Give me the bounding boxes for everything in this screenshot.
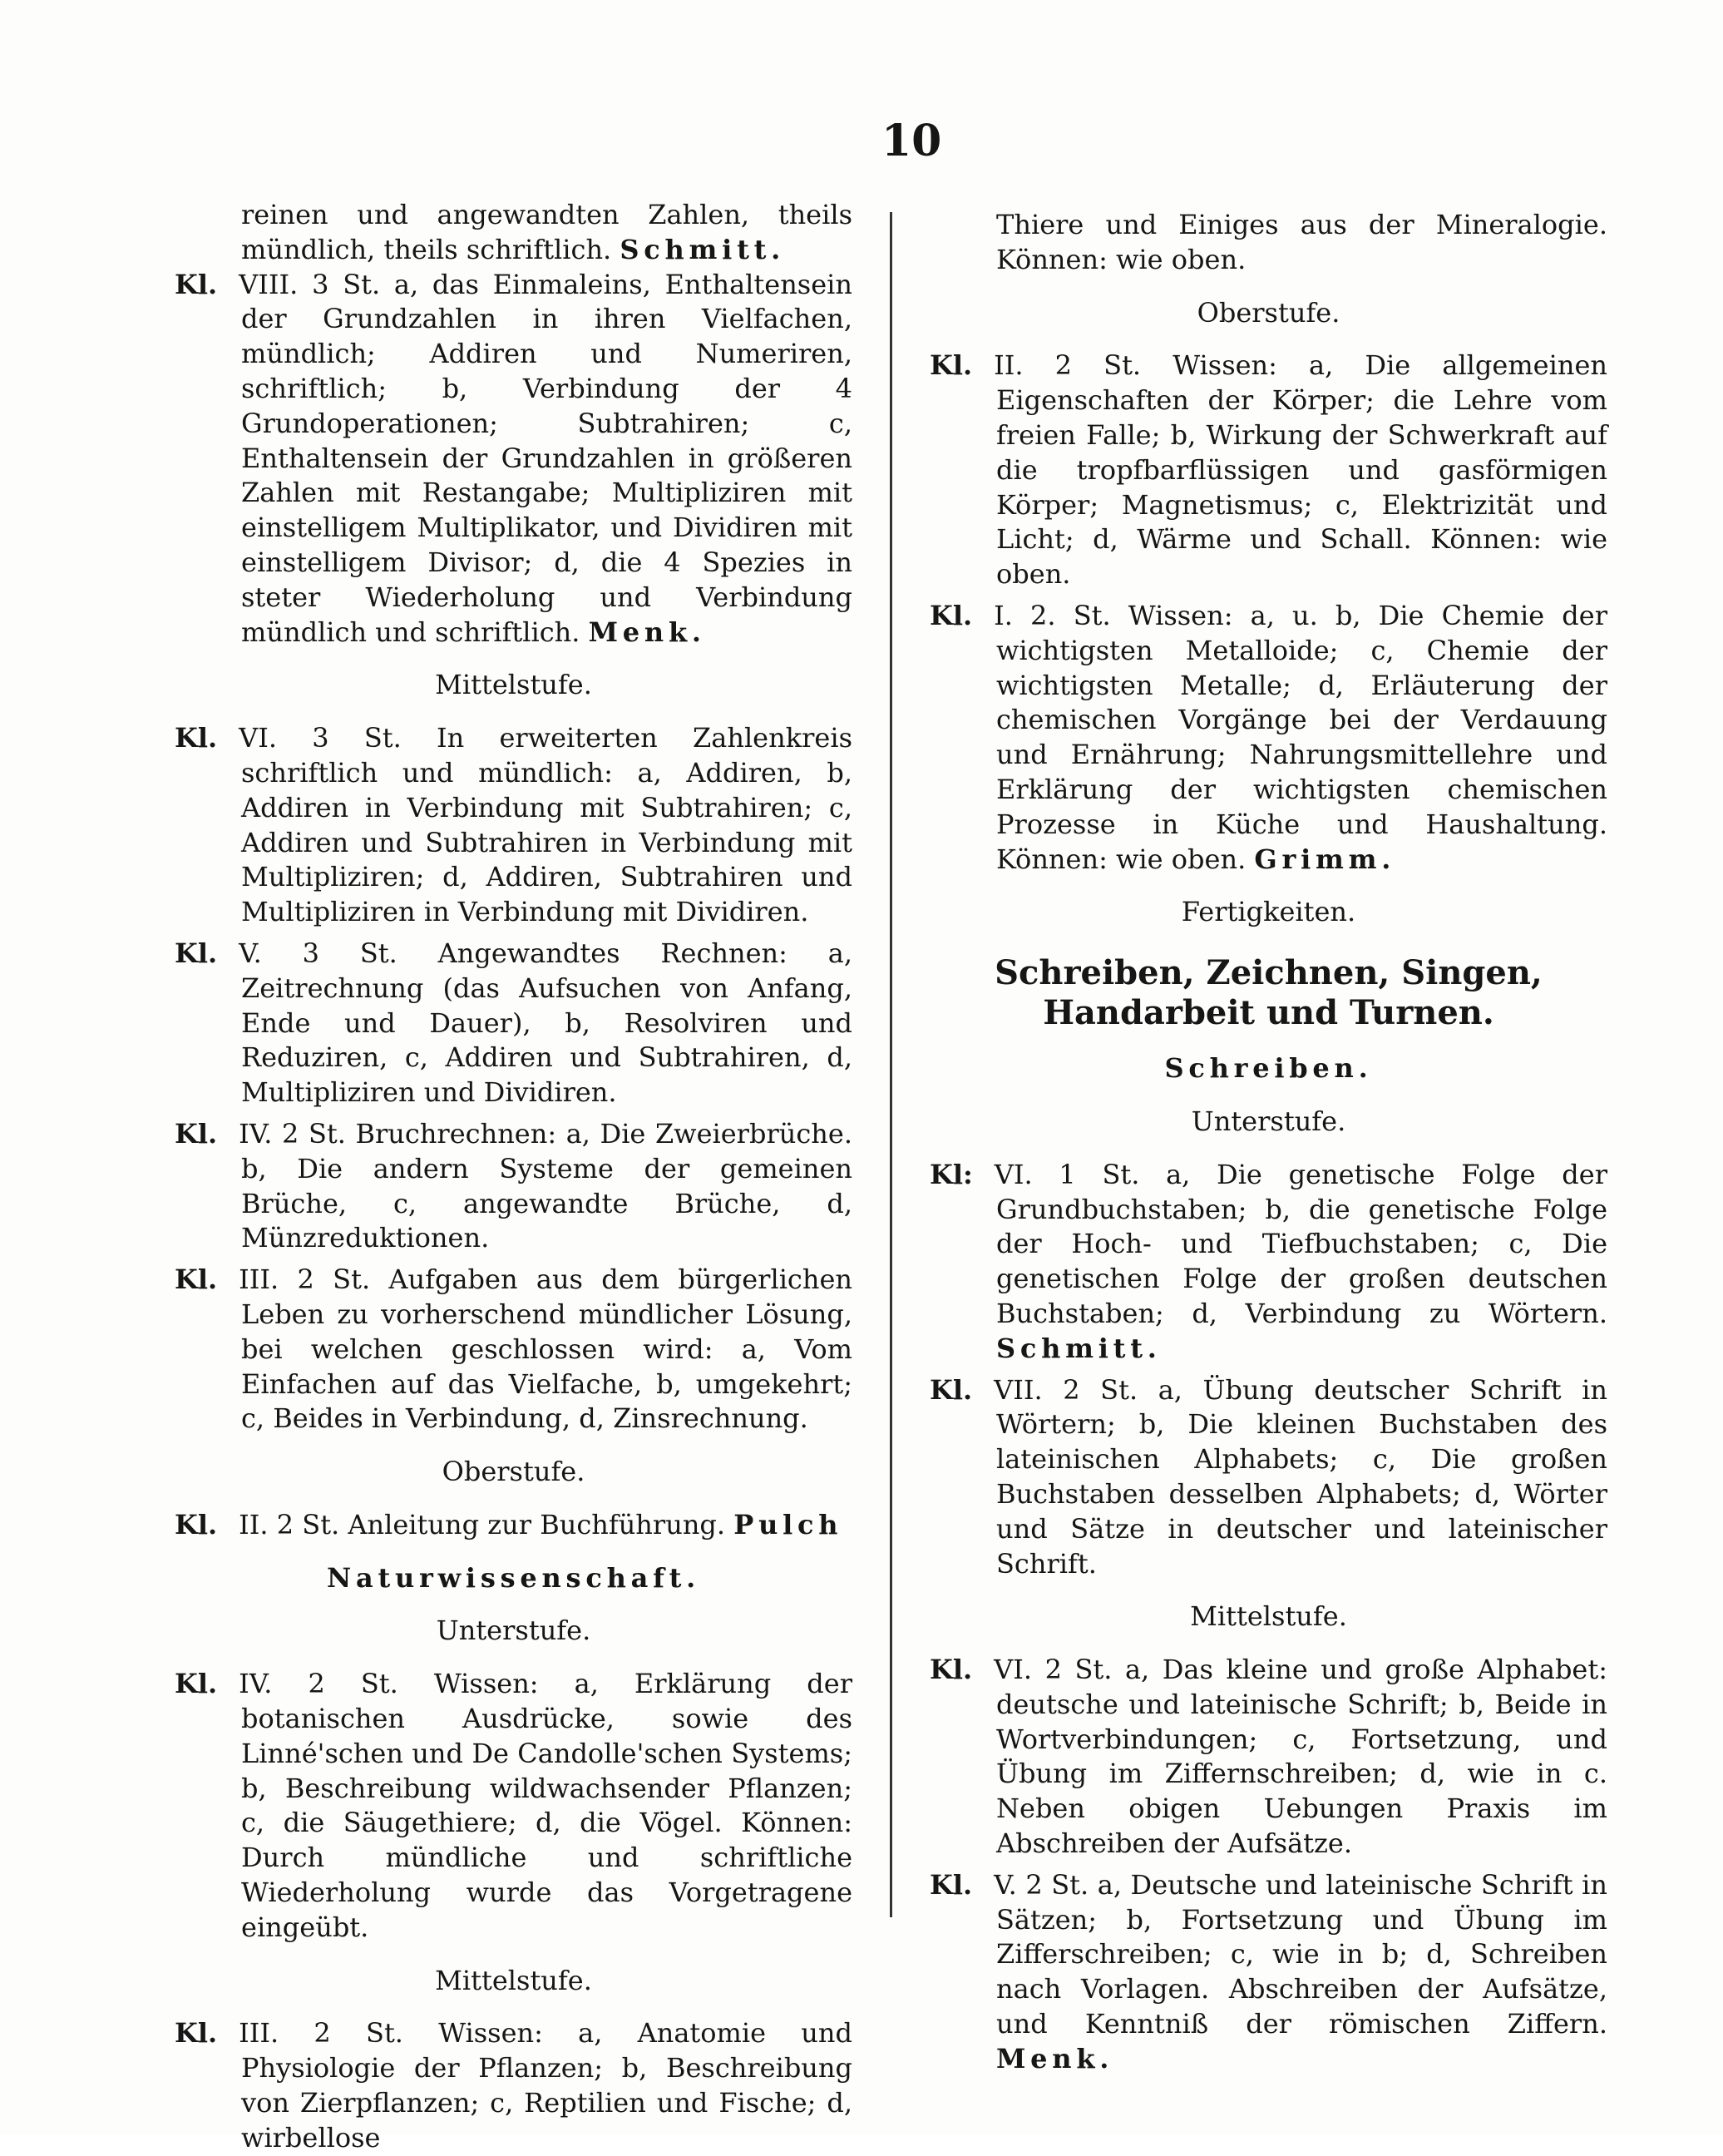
entry-text: V. 2 St. a, Deutsche und lateinische Schrift in Sätzen; b, Fortsetzung und Übung im Zifferschreiben; c, wie in b; d, Schreiben nach Vorlagen. Abschreiben der Aufsätze, und Kenntniß der römischen Ziffern. — [994, 1868, 1607, 2040]
class-entry — [175, 1508, 852, 1543]
class-entry — [930, 1373, 1607, 1582]
right-column — [930, 208, 1607, 2077]
class-entry — [175, 721, 852, 930]
entry-text: VII. 2 St. a, Übung deutscher Schrift in Wörtern; b, Die kleinen Buchstaben des lateinischen Alphabets; c, Die großen Buchstaben desselben Alphabets; d, Wörter und Sätze in deutscher und lateinischer Schrift. — [994, 1373, 1607, 1580]
class-label: Kl. — [930, 349, 973, 382]
continuation-paragraph — [930, 208, 1607, 278]
entry-text: II. 2 St. Wissen: a, Die allgemeinen Eigenschaften der Körper; die Lehre vom freien Falle; b, Wirkung der Schwerkraft auf die tropfbarflüssigen und gasförmigen Körper; Magnetismus; c, Elektrizität und Licht; d, Wärme und Schall. Können: wie oben. — [994, 349, 1607, 591]
class-label: Kl. — [930, 1654, 973, 1686]
class-label: Kl. — [175, 2017, 218, 2050]
entry-text: I. 2. St. Wissen: a, u. b, Die Chemie der wichtigsten Metalloide; c, Chemie der wichtigsten Metalle; d, Erläuterung der chemischen Vorgänge bei der Verdauung und Ernährung; Nahrungsmittellehre und Erklärung der wichtigsten chemischen Prozesse in Küche und Haushaltung. Können: wie oben. — [994, 599, 1607, 875]
entry-text: Thiere und Einiges aus der Mineralogie. Können: wie oben. — [996, 209, 1607, 275]
teacher-name: Schmitt. — [996, 1332, 1162, 1364]
entry-text: IV. 2 St. Wissen: a, Erklärung der botanischen Ausdrücke, sowie des Linné'schen und De Candolle'schen Systems; b, Beschreibung wildwachsender Pflanzen; c, die Säugethiere; d, die Vögel. Können: Durch mündliche und schriftliche Wiederholung wurde das Vorgetragene eingeübt. — [239, 1668, 852, 1943]
section-heading — [175, 1614, 852, 1649]
class-label: Kl. — [175, 1508, 218, 1540]
class-label: Kl. — [175, 1263, 218, 1296]
class-label: Kl. — [930, 1868, 973, 1901]
class-entry — [175, 937, 852, 1110]
class-label: Kl. — [175, 937, 218, 969]
teacher-name: Menk. — [996, 2042, 1114, 2074]
class-label: Kl. — [930, 1373, 973, 1406]
teacher-name: Menk. — [588, 616, 706, 648]
section-heading — [175, 1561, 852, 1596]
section-heading — [930, 1600, 1607, 1634]
section-heading — [175, 1455, 852, 1490]
entry-text: V. 3 St. Angewandtes Rechnen: a, Zeitrechnung (das Aufsuchen von Anfang, Ende und Dauer), b, Resolviren und Reduziren, c, Addiren und Subtrahiren, d, Multipliziren und Dividiren. — [239, 937, 852, 1109]
class-entry — [175, 2016, 852, 2155]
section-heading-text: Fertigkeiten. — [1181, 896, 1356, 928]
section-heading-text: Schreiben, Zeichnen, Singen, Handarbeit und Turnen. — [995, 953, 1543, 1033]
entry-text: reinen und angewandten Zahlen, theils mündlich, theils schriftlich. — [241, 199, 852, 265]
section-heading — [930, 953, 1607, 1033]
class-entry — [930, 1653, 1607, 1862]
entry-text: III. 2 St. Aufgaben aus dem bürgerlichen Leben zu vorherschend mündlicher Lösung, bei welchen geschlossen wird: a, Vom Einfachen auf das Vielfache, b, umgekehrt; c, Beides in Verbindung, d, Zinsrechnung. — [239, 1263, 852, 1435]
entry-text: IV. 2 St. Bruchrechnen: a, Die Zweierbrüche. b, Die andern Systeme der gemeinen Brüche, c, angewandte Brüche, d, Münzreduktionen. — [239, 1117, 852, 1254]
class-entry — [930, 1868, 1607, 2077]
class-label: Kl: — [930, 1158, 973, 1190]
teacher-name: Pulch — [733, 1508, 843, 1540]
entry-text: III. 2 St. Wissen: a, Anatomie und Physiologie der Pflanzen; b, Beschreibung von Zierpflanzen; c, Reptilien und Fische; d, wirbellose — [239, 2017, 852, 2154]
column-divider — [890, 212, 892, 1917]
class-entry — [930, 1158, 1607, 1367]
entry-text: VI. 1 St. a, Die genetische Folge der Grundbuchstaben; b, die genetische Folge der Hoch- und Tiefbuchstaben; c, Die genetischen Folge der großen deutschen Buchstaben; d, Verbindung zu Wörtern. — [994, 1158, 1607, 1329]
section-heading — [930, 1105, 1607, 1140]
entry-text: II. 2 St. Anleitung zur Buchführung. — [239, 1508, 726, 1540]
section-heading-text: Schreiben. — [1164, 1052, 1373, 1085]
class-label: Kl. — [175, 1668, 218, 1700]
section-heading-text: Unterstufe. — [436, 1615, 591, 1647]
teacher-name: Schmitt. — [620, 233, 786, 265]
section-heading-text: Oberstufe. — [442, 1456, 585, 1488]
section-heading-text: Mittelstufe. — [435, 1964, 592, 1996]
class-entry — [175, 1667, 852, 1945]
class-entry — [175, 268, 852, 650]
page-number: 10 — [881, 116, 942, 166]
class-label: Kl. — [930, 599, 973, 631]
continuation-paragraph — [175, 198, 852, 268]
class-label: Kl. — [175, 1117, 218, 1150]
section-heading-text: Naturwissenschaft. — [326, 1561, 701, 1594]
class-label: Kl. — [175, 268, 218, 300]
section-heading — [930, 296, 1607, 331]
class-entry — [930, 349, 1607, 592]
section-heading-text: Mittelstufe. — [1190, 1600, 1347, 1633]
teacher-name: Grimm. — [1254, 843, 1396, 875]
section-heading — [930, 895, 1607, 930]
entry-text: VI. 2 St. a, Das kleine und große Alphabet: deutsche und lateinische Schrift; b, Beide in Wortverbindungen; c, Fortsetzung, und Übung im Ziffernschreiben; d, wie in c. Neben obigen Uebungen Praxis im Abschreiben der Aufsätze. — [994, 1654, 1607, 1860]
section-heading — [930, 1051, 1607, 1086]
class-label: Kl. — [175, 722, 218, 754]
section-heading-text: Mittelstufe. — [435, 669, 592, 701]
section-heading-text: Oberstufe. — [1197, 296, 1340, 329]
class-entry — [175, 1117, 852, 1256]
section-heading-text: Unterstufe. — [1191, 1105, 1346, 1137]
class-entry — [175, 1263, 852, 1437]
left-column — [175, 198, 852, 2156]
entry-text: VI. 3 St. In erweiterten Zahlenkreis schriftlich und mündlich: a, Addiren, b, Addiren in Verbindung mit Subtrahiren; c, Addiren und Subtrahiren in Verbindung mit Multipliziren; d, Addiren, Subtrahiren und Multipliziren in Verbindung mit Dividiren. — [239, 722, 852, 928]
class-entry — [930, 599, 1607, 877]
section-heading — [175, 668, 852, 703]
section-heading — [175, 1964, 852, 1999]
entry-text: VIII. 3 St. a, das Einmaleins, Enthaltensein der Grundzahlen in ihren Vielfachen, mündlich; Addiren und Numeriren, schriftlich; b, Verbindung der 4 Grundoperationen; Subtrahiren; c, Enthaltensein der Grundzahlen in größeren Zahlen mit Restangabe; Multipliziren mit einstelligem Multiplikator, und Dividiren mit einstelligem Divisor; d, die 4 Spezies in steter Wiederholung und Verbindung mündlich und schriftlich. — [239, 268, 852, 648]
